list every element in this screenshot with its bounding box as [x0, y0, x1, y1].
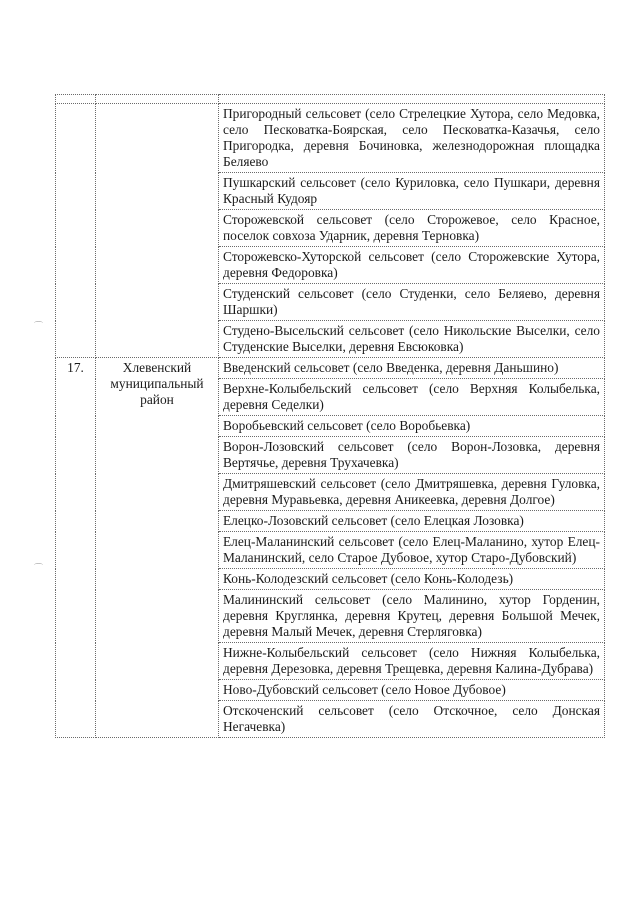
council-cell: Студено-Высельский сельсовет (село Никольские Выселки, село Студенские Выселки, деревня Евсюковка) — [219, 321, 605, 358]
margin-mark: ⌒ — [34, 563, 44, 573]
council-cell: Сторожевско-Хуторской сельсовет (село Сторожевские Хутора, деревня Федоровка) — [219, 247, 605, 284]
table-row — [56, 358, 605, 379]
council-cell: Отскоченский сельсовет (село Отскочное, село Донская Негачевка) — [219, 701, 605, 738]
row-number-cell — [56, 104, 96, 358]
margin-mark: ⌒ — [34, 321, 44, 331]
district-cell — [96, 104, 219, 358]
council-cell: Пушкарский сельсовет (село Куриловка, село Пушкари, деревня Красный Кудояр — [219, 173, 605, 210]
council-cell: Елец-Маланинский сельсовет (село Елец-Маланино, хутор Елец-Маланинский, село Старое Дубовое, хутор Старо-Дубовский) — [219, 532, 605, 569]
district-cell: Хлевенский муниципальный район — [96, 358, 219, 738]
table-top-gap — [56, 95, 605, 104]
council-cell: Ворон-Лозовский сельсовет (село Ворон-Лозовка, деревня Вертячье, деревня Трухачевка) — [219, 437, 605, 474]
settlements-table — [55, 94, 605, 738]
row-number-cell: 17. — [56, 358, 96, 738]
council-cell: Малининский сельсовет (село Малинино, хутор Горденин, деревня Круглянка, деревня Крутец, деревня Большой Мечек, деревня Малый Мечек, деревня Стерляговка) — [219, 590, 605, 643]
council-cell: Ново-Дубовский сельсовет (село Новое Дубовое) — [219, 680, 605, 701]
council-cell: Конь-Колодезский сельсовет (село Конь-Колодезь) — [219, 569, 605, 590]
council-cell: Нижне-Колыбельский сельсовет (село Нижняя Колыбелька, деревня Дерезовка, деревня Трещевка, деревня Калина-Дубрава) — [219, 643, 605, 680]
council-cell: Сторожевской сельсовет (село Сторожевое, село Красное, поселок совхоза Ударник, деревня Терновка) — [219, 210, 605, 247]
table-row — [56, 104, 605, 173]
council-cell: Введенский сельсовет (село Введенка, деревня Даньшино) — [219, 358, 605, 379]
council-cell: Пригородный сельсовет (село Стрелецкие Хутора, село Медовка, село Песковатка-Боярская, село Песковатка-Казачья, село Пригородка, деревня Бочиновка, железнодорожная площадка Беляево — [219, 104, 605, 173]
council-cell: Верхне-Колыбельский сельсовет (село Верхняя Колыбелька, деревня Седелки) — [219, 379, 605, 416]
council-cell: Воробьевский сельсовет (село Воробьевка) — [219, 416, 605, 437]
council-cell: Елецко-Лозовский сельсовет (село Елецкая Лозовка) — [219, 511, 605, 532]
council-cell: Студенский сельсовет (село Студенки, село Беляево, деревня Шаршки) — [219, 284, 605, 321]
council-cell: Дмитряшевский сельсовет (село Дмитряшевка, деревня Гуловка, деревня Муравьевка, деревня Аникеевка, деревня Долгое) — [219, 474, 605, 511]
